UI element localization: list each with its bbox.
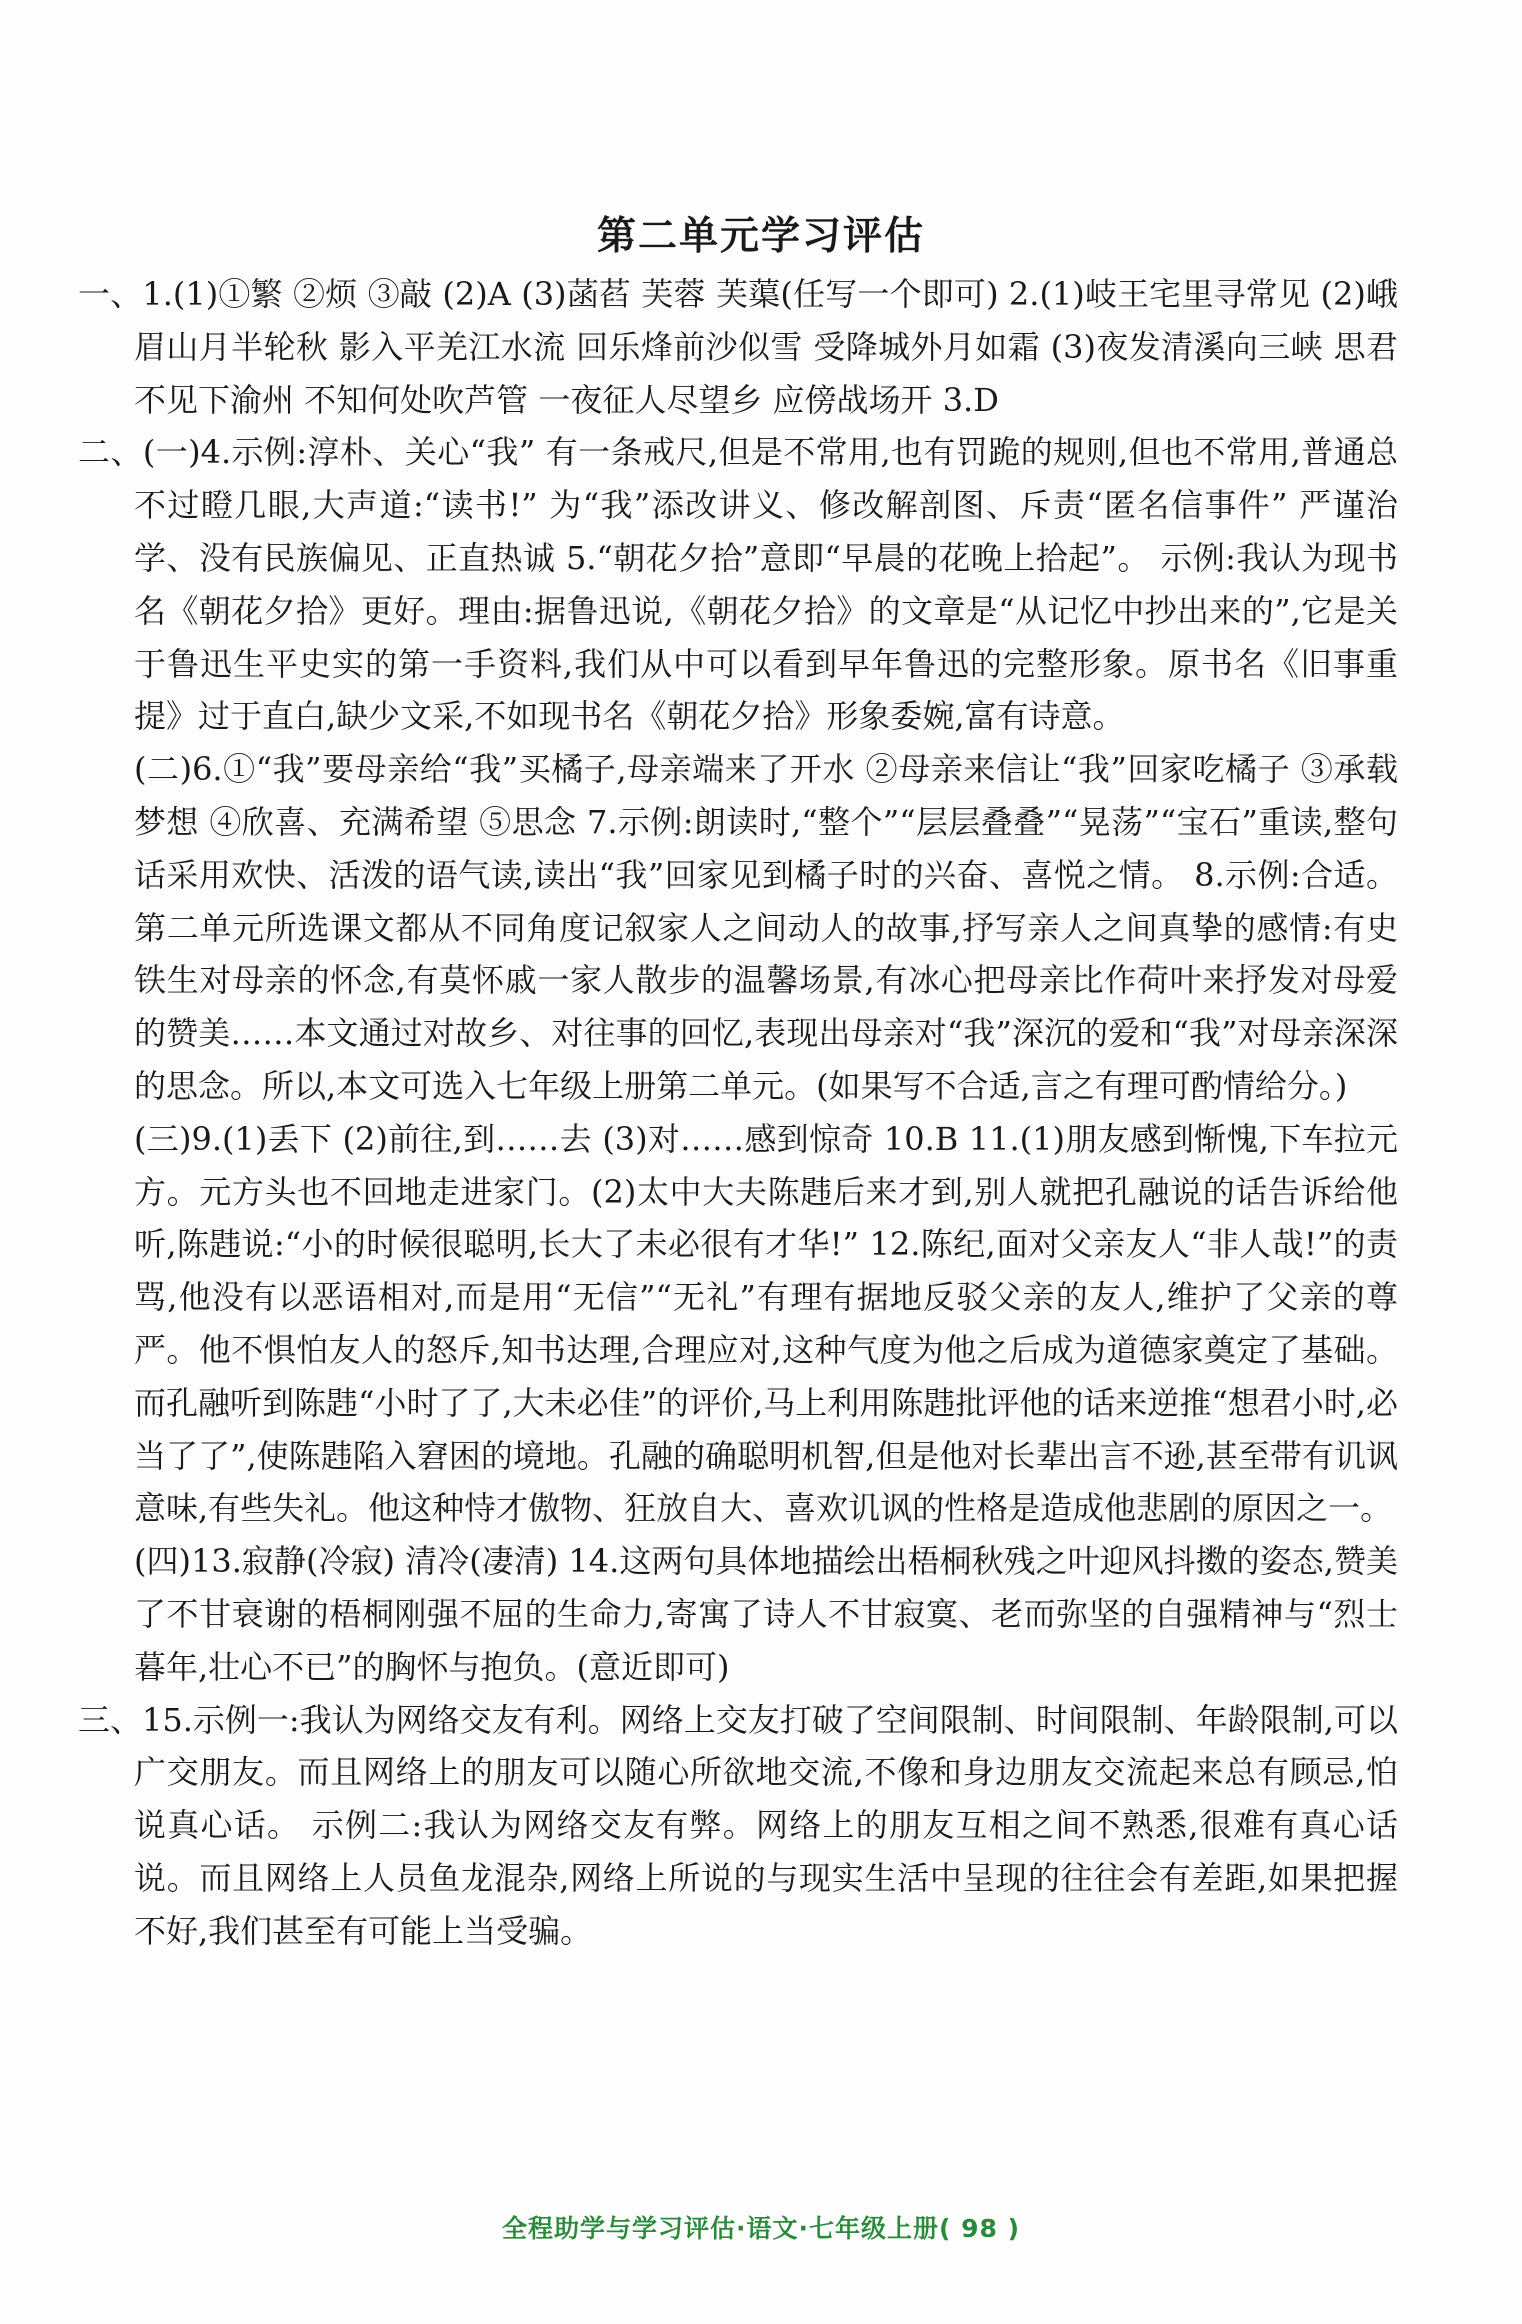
page-title: 第二单元学习评估 (596, 214, 925, 259)
section-one-answers: 一、1.(1)①繁 ②烦 ③敲 (2)A (3)菡萏 芙蓉 芙蕖(任写一个即可) 2.(1)岐王宅里寻常见 (2)峨眉山月半轮秋 影入平羌江水流 回乐烽前沙似雪 受降城外月如霜 (3)夜发清溪向三峡 思君不见下渝州 不知何处吹芦管 一夜征人尽望乡 应傍战场开 3.D (78, 275, 1398, 419)
section-two-part-two-answers: (二)6.①“我”要母亲给“我”买橘子,母亲端来了开水 ②母亲来信让“我”回家吃橘子 ③承载梦想 ④欣喜、充满希望 ⑤思念 7.示例:朗读时,“整个”“层层叠叠”“晃荡”“宝石”重读,整句话采用欢快、活泼的语气读,读出“我”回家见到橘子时的兴奋、喜悦之情。 8.示例:合适。第二单元所选课文都从不同角度记叙家人之间动人的故事,抒写亲人之间真挚的感情:有史铁生对母亲的怀念,有莫怀戚一家人散步的温馨场景,有冰心把母亲比作荷叶来抒发对母爱的赞美……本文通过对故乡、对往事的回忆,表现出母亲对“我”深沉的爱和“我”对母亲深深的思念。所以,本文可选入七年级上册第二单元。(如果写不合适,言之有理可酌情给分。) (134, 750, 1398, 1105)
section-two-part-one-answers: 二、(一)4.示例:淳朴、关心“我” 有一条戒尺,但是不常用,也有罚跪的规则,但也不常用,普通总不过瞪几眼,大声道:“读书!” 为“我”添改讲义、修改解剖图、斥责“匿名信事件” 严谨治学、没有民族偏见、正直热诚 5.“朝花夕拾”意即“早晨的花晚上拾起”。 示例:我认为现书名《朝花夕拾》更好。理由:据鲁迅说,《朝花夕拾》的文章是“从记忆中抄出来的”,它是关于鲁迅生平史实的第一手资料,我们从中可以看到早年鲁迅的完整形象。原书名《旧事重提》过于直白,缺少文采,不如现书名《朝花夕拾》形象委婉,富有诗意。 (78, 433, 1398, 736)
section-two-part-three-answers: (三)9.(1)丢下 (2)前往,到……去 (3)对……感到惊奇 10.B 11.(1)朋友感到惭愧,下车拉元方。元方头也不回地走进家门。(2)太中大夫陈韪后来才到,别人就把孔融说的话告诉给他听,陈韪说:“小的时候很聪明,长大了未必很有才华!” 12.陈纪,面对父亲友人“非人哉!”的责骂,他没有以恶语相对,而是用“无信”“无礼”有理有据地反驳父亲的友人,维护了父亲的尊严。他不惧怕友人的怒斥,知书达理,合理应对,这种气度为他之后成为道德家奠定了基础。 而孔融听到陈韪“小时了了,大未必佳”的评价,马上利用陈韪批评他的话来逆推“想君小时,必当了了”,使陈韪陷入窘困的境地。孔融的确聪明机智,但是他对长辈出言不逊,甚至带有讥讽意味,有些失礼。他这种恃才傲物、狂放自大、喜欢讥讽的性格是造成他悲剧的原因之一。 (134, 1119, 1398, 1528)
page-footer: 全程助学与学习评估·语文·七年级上册( 98 ) (501, 2214, 1021, 2243)
section-three-answers: 三、15.示例一:我认为网络交友有利。网络上交友打破了空间限制、时间限制、年龄限制,可以广交朋友。而且网络上的朋友可以随心所欲地交流,不像和身边朋友交流起来总有顾忌,怕说真心话。 示例二:我认为网络交友有弊。网络上的朋友互相之间不熟悉,很难有真心话说。而且网络上人员鱼龙混杂,网络上所说的与现实生活中呈现的往往会有差距,如果把握不好,我们甚至有可能上当受骗。 (78, 1700, 1398, 1950)
answer-content (78, 268, 1398, 1958)
section-two-part-four-answers: (四)13.寂静(冷寂) 清冷(凄清) 14.这两句具体地描绘出梧桐秋残之叶迎风抖擞的姿态,赞美了不甘衰谢的梧桐刚强不屈的生命力,寄寓了诗人不甘寂寞、老而弥坚的自强精神与“烈士暮年,壮心不已”的胸怀与抱负。(意近即可) (134, 1542, 1398, 1686)
